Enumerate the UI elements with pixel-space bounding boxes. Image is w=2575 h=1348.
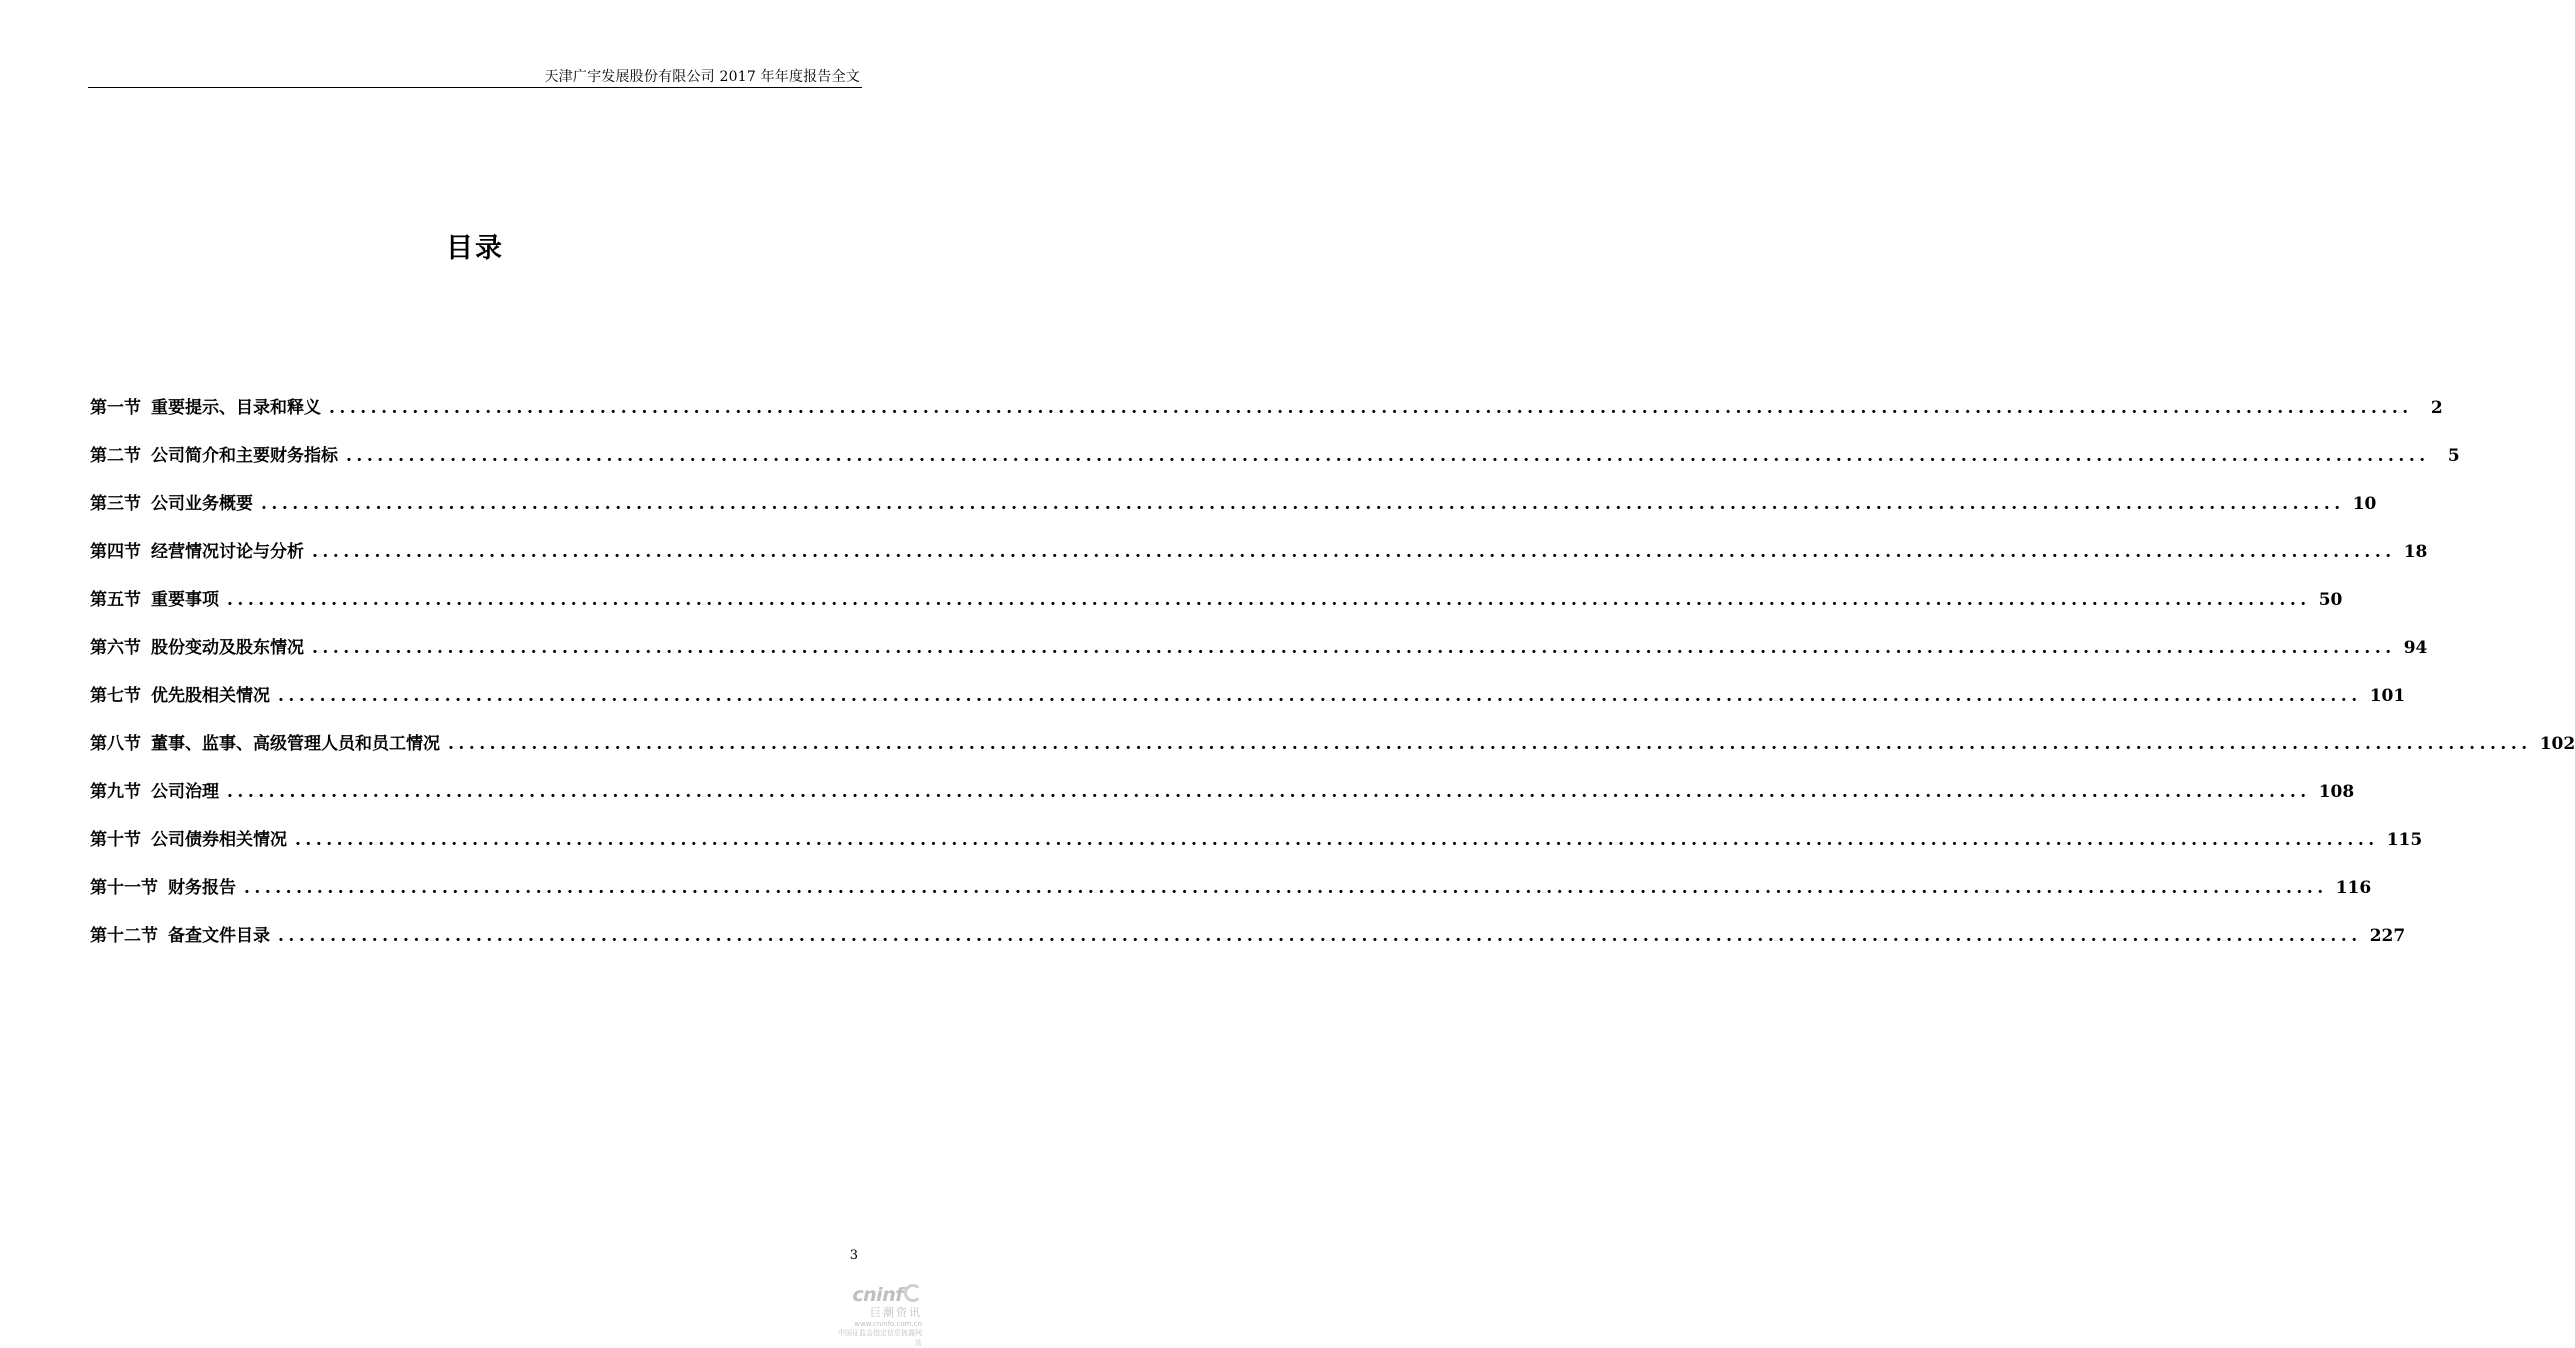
- toc-page-number: 227: [2369, 926, 2406, 946]
- toc-section-title: 股份变动及股东情况: [151, 638, 304, 658]
- toc-section-number: 第六节: [90, 638, 141, 658]
- toc-section-number: 第三节: [90, 494, 141, 514]
- toc-leader-dots: ........................................................................................................................................................................................................: [312, 542, 2396, 562]
- report-header-title: 天津广宇发展股份有限公司 2017 年年度报告全文: [544, 69, 860, 85]
- toc-section-number: 第五节: [90, 590, 141, 610]
- toc-page-number: 94: [2403, 638, 2428, 658]
- page-title: 目录: [446, 233, 504, 264]
- toc-entry-12[interactable]: [90, 921, 2406, 969]
- toc-entry-2[interactable]: [90, 441, 2460, 489]
- toc-section-title: 备查文件目录: [168, 926, 270, 946]
- toc-page-number: 18: [2403, 542, 2428, 562]
- toc-section-title: 公司业务概要: [151, 494, 253, 514]
- watermark-slogan: 中国证监会指定信息披露网站: [838, 1329, 922, 1347]
- toc-leader-dots: ........................................................................................................................................................................................................: [227, 590, 2311, 610]
- toc-section-title: 经营情况讨论与分析: [151, 542, 304, 562]
- toc-section-number: 第八节: [90, 734, 141, 754]
- toc-leader-dots: ........................................................................................................................................................................................................: [261, 494, 2345, 514]
- toc-section-number: 第十节: [90, 830, 141, 850]
- toc-page-number: 115: [2386, 830, 2423, 850]
- toc-entry-9[interactable]: [90, 777, 2355, 825]
- watermark-logo-text: cninf: [852, 1284, 903, 1306]
- toc-section-number: 第十二节: [90, 926, 158, 946]
- toc-section-number: 第四节: [90, 542, 141, 562]
- toc-section-number: 第九节: [90, 782, 141, 802]
- toc-leader-dots: ........................................................................................................................................................................................................: [278, 686, 2362, 706]
- toc-page-number: 50: [2318, 590, 2343, 610]
- toc-section-title: 董事、监事、高级管理人员和员工情况: [151, 734, 440, 754]
- toc-leader-dots: ........................................................................................................................................................................................................: [346, 446, 2430, 466]
- toc-page-number: 2: [2430, 398, 2443, 418]
- toc-section-title: 重要提示、目录和释义: [151, 398, 321, 418]
- toc-page-number: 10: [2352, 494, 2377, 514]
- toc-entry-4[interactable]: [90, 537, 2428, 585]
- watermark-name: 巨潮资讯: [870, 1306, 922, 1319]
- toc-section-title: 重要事项: [151, 590, 219, 610]
- toc-entry-8[interactable]: [90, 729, 2575, 777]
- table-of-contents: [90, 393, 2575, 969]
- toc-entry-10[interactable]: [90, 825, 2423, 873]
- toc-entry-11[interactable]: [90, 873, 2372, 921]
- toc-entry-5[interactable]: [90, 585, 2343, 633]
- toc-section-title: 财务报告: [168, 878, 236, 898]
- footer-page-number: 3: [849, 1248, 858, 1263]
- toc-leader-dots: ........................................................................................................................................................................................................: [227, 782, 2311, 802]
- toc-page-number: 102: [2539, 734, 2575, 754]
- toc-page-number: 116: [2335, 878, 2372, 898]
- toc-section-number: 第二节: [90, 446, 141, 466]
- toc-section-number: 第十一节: [90, 878, 158, 898]
- watermark-url: www.cninfo.com.cn: [854, 1320, 922, 1328]
- toc-section-title: 公司债券相关情况: [151, 830, 287, 850]
- toc-page-number: 101: [2369, 686, 2406, 706]
- toc-entry-3[interactable]: [90, 489, 2377, 537]
- toc-leader-dots: ........................................................................................................................................................................................................: [448, 734, 2532, 754]
- toc-leader-dots: ........................................................................................................................................................................................................: [295, 830, 2379, 850]
- toc-page-number: 5: [2447, 446, 2460, 466]
- toc-section-title: 公司治理: [151, 782, 219, 802]
- header-divider: [88, 87, 862, 88]
- toc-section-title: 优先股相关情况: [151, 686, 270, 706]
- toc-entry-1[interactable]: [90, 393, 2443, 441]
- toc-section-title: 公司简介和主要财务指标: [151, 446, 338, 466]
- toc-section-number: 第七节: [90, 686, 141, 706]
- toc-leader-dots: ........................................................................................................................................................................................................: [329, 398, 2413, 418]
- toc-entry-6[interactable]: [90, 633, 2428, 681]
- toc-page-number: 108: [2318, 782, 2355, 802]
- toc-entry-7[interactable]: [90, 681, 2406, 729]
- cninfo-swirl-icon: [904, 1284, 922, 1302]
- toc-leader-dots: ........................................................................................................................................................................................................: [312, 638, 2396, 658]
- toc-leader-dots: ........................................................................................................................................................................................................: [278, 926, 2362, 946]
- toc-leader-dots: ........................................................................................................................................................................................................: [244, 878, 2328, 898]
- cninfo-watermark: [832, 1284, 922, 1348]
- toc-section-number: 第一节: [90, 398, 141, 418]
